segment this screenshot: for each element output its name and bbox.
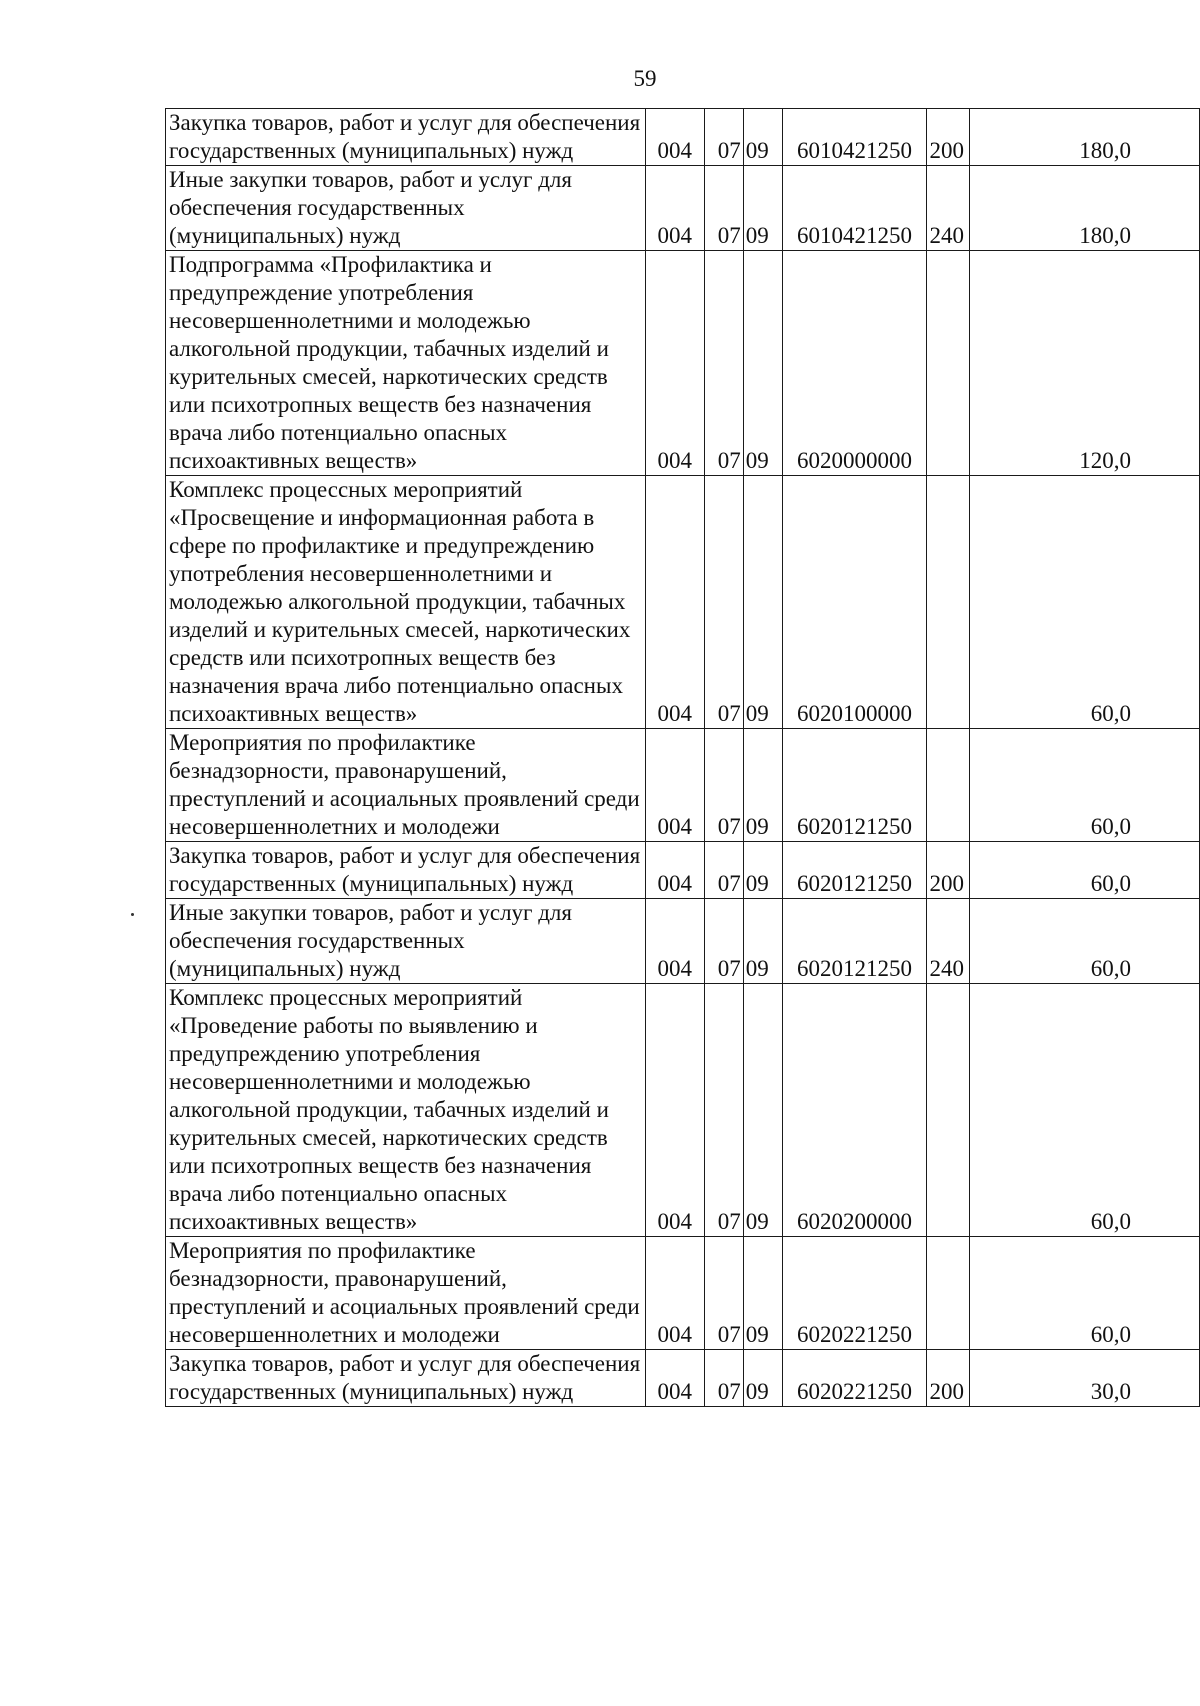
row-target-code: 6020121250 xyxy=(782,729,927,842)
row-code: 004 xyxy=(645,251,704,476)
row-subsection: 09 xyxy=(743,1350,782,1407)
row-amount: 60,0 xyxy=(970,476,1200,729)
budget-table-body xyxy=(166,109,1200,1407)
row-name: Мероприятия по профилактике безнадзорности, правонарушений, преступлений и асоциальных проявлений среди несовершеннолетних и молодежи xyxy=(166,729,646,842)
row-amount: 180,0 xyxy=(970,109,1200,166)
row-expense-type: 200 xyxy=(927,842,970,899)
table-row xyxy=(166,476,1200,729)
row-code: 004 xyxy=(645,166,704,251)
row-code: 004 xyxy=(645,1237,704,1350)
row-section: 07 xyxy=(704,251,743,476)
table-row xyxy=(166,251,1200,476)
row-expense-type: 200 xyxy=(927,109,970,166)
row-name: Комплекс процессных мероприятий «Проведение работы по выявлению и предупреждению употребления несовершеннолетними и молодежью алкогольной продукции, табачных изделий и курительных смесей, наркотических средств или психотропных веществ без назначения врача либо потенциально опасных психоактивных веществ» xyxy=(166,984,646,1237)
table-row xyxy=(166,166,1200,251)
row-amount: 60,0 xyxy=(970,984,1200,1237)
row-section: 07 xyxy=(704,1350,743,1407)
row-target-code: 6020121250 xyxy=(782,899,927,984)
row-expense-type xyxy=(927,251,970,476)
table-row xyxy=(166,729,1200,842)
row-subsection: 09 xyxy=(743,984,782,1237)
row-amount: 60,0 xyxy=(970,842,1200,899)
row-subsection: 09 xyxy=(743,251,782,476)
table-row xyxy=(166,109,1200,166)
row-subsection: 09 xyxy=(743,729,782,842)
row-section: 07 xyxy=(704,984,743,1237)
row-target-code: 6020221250 xyxy=(782,1237,927,1350)
row-expense-type xyxy=(927,1237,970,1350)
row-subsection: 09 xyxy=(743,166,782,251)
row-name: Закупка товаров, работ и услуг для обеспечения государственных (муниципальных) нужд xyxy=(166,842,646,899)
row-code: 004 xyxy=(645,984,704,1237)
row-section: 07 xyxy=(704,166,743,251)
row-target-code: 6020200000 xyxy=(782,984,927,1237)
table-row xyxy=(166,899,1200,984)
page-number: 59 xyxy=(633,66,657,91)
row-expense-type: 240 xyxy=(927,899,970,984)
table-row xyxy=(166,1237,1200,1350)
row-section: 07 xyxy=(704,729,743,842)
row-amount: 60,0 xyxy=(970,899,1200,984)
row-subsection: 09 xyxy=(743,842,782,899)
row-amount: 60,0 xyxy=(970,1237,1200,1350)
row-expense-type xyxy=(927,476,970,729)
row-target-code: 6020000000 xyxy=(782,251,927,476)
row-amount: 180,0 xyxy=(970,166,1200,251)
row-section: 07 xyxy=(704,899,743,984)
table-row xyxy=(166,842,1200,899)
row-amount: 120,0 xyxy=(970,251,1200,476)
row-target-code: 6010421250 xyxy=(782,109,927,166)
row-target-code: 6020221250 xyxy=(782,1350,927,1407)
row-name: Закупка товаров, работ и услуг для обеспечения государственных (муниципальных) нужд xyxy=(166,109,646,166)
row-expense-type xyxy=(927,984,970,1237)
row-section: 07 xyxy=(704,109,743,166)
row-section: 07 xyxy=(704,1237,743,1350)
row-section: 07 xyxy=(704,476,743,729)
row-code: 004 xyxy=(645,1350,704,1407)
row-code: 004 xyxy=(645,476,704,729)
row-target-code: 6020100000 xyxy=(782,476,927,729)
row-name: Мероприятия по профилактике безнадзорности, правонарушений, преступлений и асоциальных проявлений среди несовершеннолетних и молодежи xyxy=(166,1237,646,1350)
row-name: Иные закупки товаров, работ и услуг для обеспечения государственных (муниципальных) нужд xyxy=(166,899,646,984)
row-code: 004 xyxy=(645,729,704,842)
row-target-code: 6010421250 xyxy=(782,166,927,251)
row-subsection: 09 xyxy=(743,1237,782,1350)
row-name: Подпрограмма «Профилактика и предупреждение употребления несовершеннолетними и молодежью алкогольной продукции, табачных изделий и курительных смесей, наркотических средств или психотропных веществ без назначения врача либо потенциально опасных психоактивных веществ» xyxy=(166,251,646,476)
row-code: 004 xyxy=(645,899,704,984)
budget-table xyxy=(165,108,1200,1407)
row-code: 004 xyxy=(645,842,704,899)
row-expense-type xyxy=(927,729,970,842)
row-expense-type: 200 xyxy=(927,1350,970,1407)
row-section: 07 xyxy=(704,842,743,899)
row-name: Иные закупки товаров, работ и услуг для обеспечения государственных (муниципальных) нужд xyxy=(166,166,646,251)
table-row xyxy=(166,1350,1200,1407)
row-subsection: 09 xyxy=(743,476,782,729)
row-name: Комплекс процессных мероприятий «Просвещение и информационная работа в сфере по профилактике и предупреждению употребления несовершеннолетними и молодежью алкогольной продукции, табачных изделий и курительных смесей, наркотических средств или психотропных веществ без назначения врача либо потенциально опасных психоактивных веществ» xyxy=(166,476,646,729)
row-subsection: 09 xyxy=(743,109,782,166)
row-target-code: 6020121250 xyxy=(782,842,927,899)
row-subsection: 09 xyxy=(743,899,782,984)
row-amount: 60,0 xyxy=(970,729,1200,842)
row-name: Закупка товаров, работ и услуг для обеспечения государственных (муниципальных) нужд xyxy=(166,1350,646,1407)
row-amount: 30,0 xyxy=(970,1350,1200,1407)
row-code: 004 xyxy=(645,109,704,166)
row-expense-type: 240 xyxy=(927,166,970,251)
scan-dot xyxy=(131,913,134,916)
table-row xyxy=(166,984,1200,1237)
